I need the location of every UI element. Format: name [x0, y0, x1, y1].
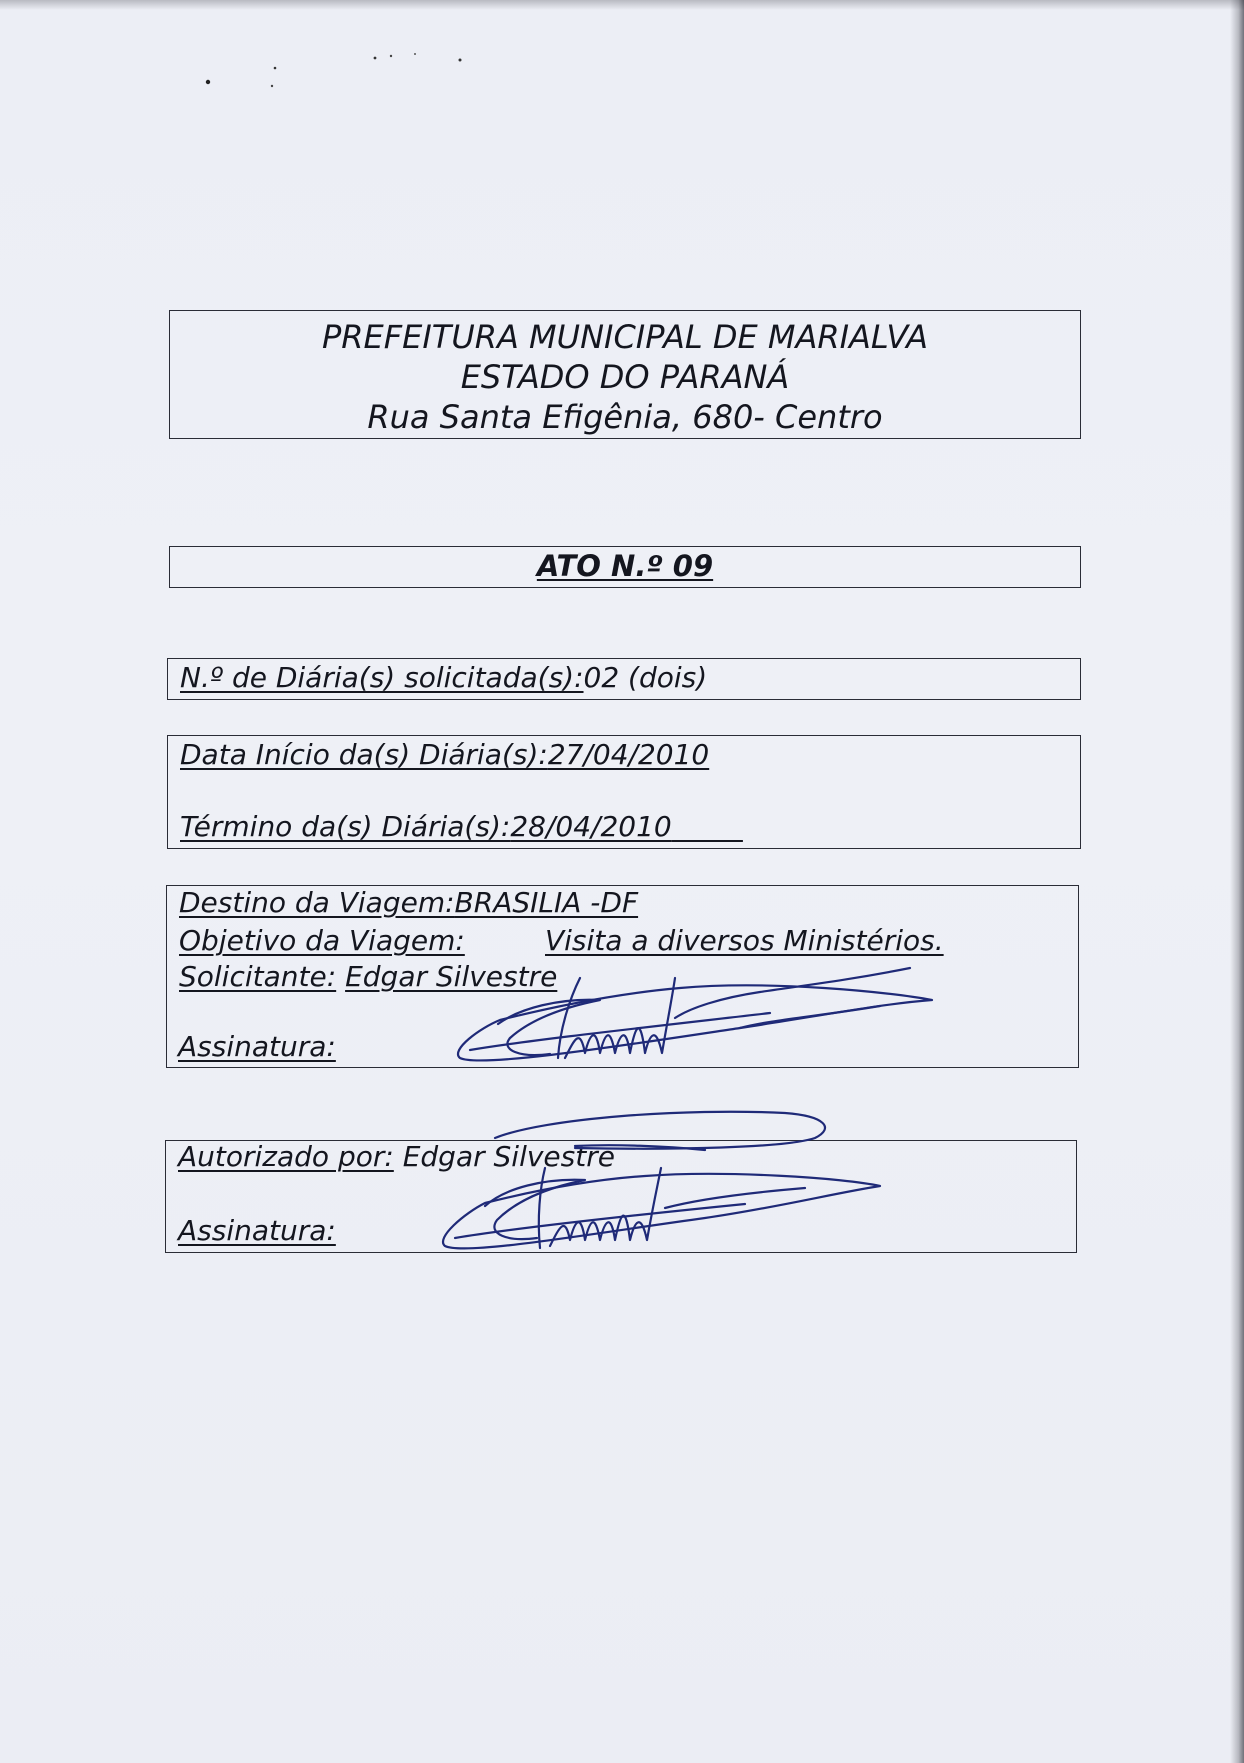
diarias-value: 02 (dois) — [583, 661, 708, 694]
end-date-label: Término da(s) Diária(s): — [180, 810, 511, 843]
start-date-label: Data Início da(s) Diária(s): — [180, 738, 548, 771]
act-title: ATO N.º 09 — [536, 549, 714, 583]
end-date-value: 28/04/2010 — [510, 810, 672, 843]
scan-edge-right — [1230, 0, 1244, 1763]
municipality-title: PREFEITURA MUNICIPAL DE MARIALVA — [321, 318, 929, 356]
requester-signature-field — [178, 1030, 336, 1064]
scan-specks — [195, 40, 475, 100]
destination-field — [179, 886, 638, 920]
scan-edge-top — [0, 0, 1244, 10]
objective-value-field — [545, 924, 944, 958]
start-date-value: 27/04/2010 — [547, 738, 710, 771]
authorized-by-value: Edgar Silvestre — [402, 1140, 615, 1173]
authorization-signature-label: Assinatura: — [178, 1214, 336, 1247]
end-date-trailing-line — [672, 810, 743, 843]
requester-value: Edgar Silvestre — [345, 960, 558, 993]
address: Rua Santa Efigênia, 680- Centro — [367, 398, 883, 436]
diarias-field — [180, 661, 707, 695]
end-date-field — [180, 810, 743, 844]
objective-field — [179, 924, 465, 958]
destination-label: Destino da Viagem: — [179, 886, 455, 919]
header-box — [169, 310, 1081, 439]
state-title: ESTADO DO PARANÁ — [460, 358, 790, 396]
destination-value: BRASILIA -DF — [454, 886, 639, 919]
authorization-signature-field — [178, 1214, 336, 1248]
authorized-by-field — [178, 1140, 615, 1174]
requester-label: Solicitante: — [179, 960, 337, 993]
requester-signature-label: Assinatura: — [178, 1030, 336, 1063]
start-date-field — [180, 738, 709, 772]
authorized-by-label: Autorizado por: — [178, 1140, 394, 1173]
objective-label: Objetivo da Viagem: — [179, 924, 465, 957]
act-box — [169, 546, 1081, 588]
objective-value: Visita a diversos Ministérios. — [545, 924, 944, 957]
requester-field — [179, 960, 557, 994]
diarias-label: N.º de Diária(s) solicitada(s): — [180, 661, 584, 694]
